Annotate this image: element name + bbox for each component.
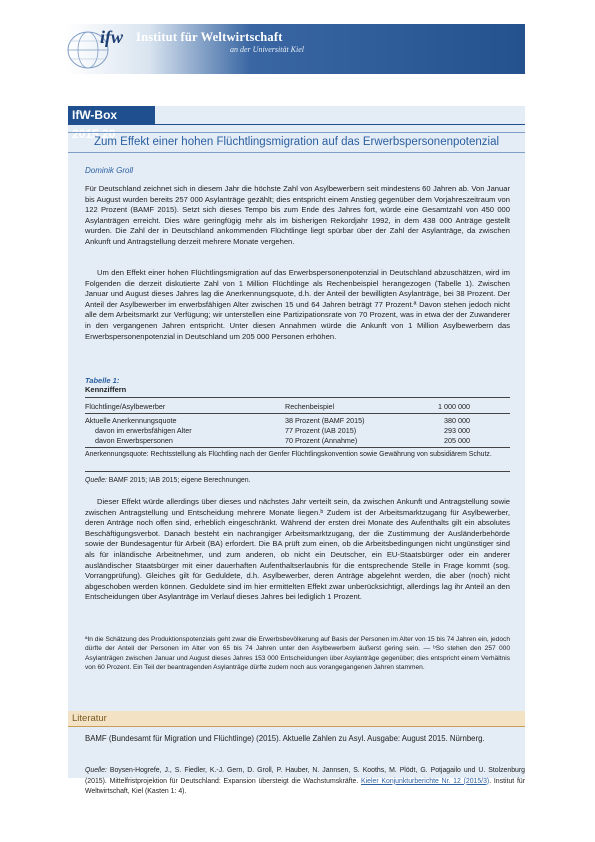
footnotes: ªIn die Schätzung des Produktionspotenzials geht zwar die Erwerbsbevölkerung auf Basis der Personen im Alter von 15 bis 74 Jahren ein, jedoch dürfte der Anteil der Personen im Alter von 65 bis 74 Jahren unter den Asylbewerbern äußerst gering sein. — ᵇSo stehen den 257 000 Asylanträgen zwischen Januar und August dieses Jahres 153 000 Entscheidungen über Asylanträge gegenüber; dies entspricht einem Verhältnis von 60 Prozent. Ein Teil der beantragenden Asylanträge dürfte zudem noch aus vorangegangenen Jahren stammen. [85, 636, 510, 672]
table-cell-basis: 70 Prozent (Annahme) [285, 436, 358, 445]
table-subtitle: Kennziffern [85, 385, 127, 394]
table-row [85, 435, 510, 446]
literature-source-text: Boysen-Hogrefe, J., S. Fiedler, K.-J. Gern, D. Groll, P. Hauber, N. Jannsen, S. Kooths, M. Plödt, G. Potjagailo und U. Stolzenburg (2015). Mittelfristprojektion für Deutschland: Expansion übersteigt die Wachstumskräfte. [85, 767, 525, 785]
table-source [85, 477, 251, 484]
table-cell-value: 205 000 [444, 436, 470, 445]
box-title: Zum Effekt einer hohen Flüchtlingsmigration auf das Erwerbspersonenpotenzial [68, 132, 525, 153]
literature-heading: Literatur [68, 711, 525, 726]
box-divider [155, 124, 525, 125]
literature-source-label: Quelle: [85, 767, 107, 774]
table-cell-basis: Rechenbeispiel [285, 402, 335, 411]
table-cell-label: davon im erwerbsfähigen Alter [95, 426, 192, 435]
table-cell-value: 380 000 [444, 416, 470, 425]
paragraph-intro: Für Deutschland zeichnet sich in diesem Jahr die höchste Zahl von Asylbewerbern seit mindestens 60 Jahren ab. Von Januar bis August wurden bereits 257 000 Asylanträge gezählt; dies entspricht einem Anstieg gegenüber dem Vorjahreszeitraum von 122 Prozent (BAMF 2015). Setzt sich dieses Tempo bis zum Ende des Jahres fort, würde eine Gesamtzahl von 450 000 Asylanträgen erreicht. Dies wäre geringfügig mehr als im bisherigen Rekordjahr 1992, in dem 438 000 Anträge gestellt wurden. Die Zahl der in Deutschland ankommenden Flüchtlinge liegt spürbar über der Zahl der Asylanträge, da zwischen Ankunft und Antragstellung derzeit mehrere Monate vergehen. [85, 184, 510, 246]
literature-divider [68, 726, 525, 727]
report-link[interactable]: Kieler Konjunkturberichte Nr. 12 (2015/3) [361, 777, 490, 785]
table-row [85, 401, 510, 412]
table-note: Anerkennungsquote: Rechtsstellung als Flüchtling nach der Genfer Flüchtlingskonvention sowie Gewährung von subsidiärem Schutz. [85, 451, 492, 458]
table-cell-value: 1 000 000 [438, 402, 470, 411]
author-name: Dominik Groll [85, 166, 134, 175]
table-cell-label: davon Erwerbspersonen [95, 436, 173, 445]
table-cell-label: Aktuelle Anerkennungsquote [85, 416, 177, 425]
table-cell-label: Flüchtlinge/Asylbewerber [85, 402, 166, 411]
table-cell-basis: 77 Prozent (IAB 2015) [285, 426, 357, 435]
table-cell-basis: 38 Prozent (BAMF 2015) [285, 416, 365, 425]
literature-entry: BAMF (Bundesamt für Migration und Flüchtlinge) (2015). Aktuelle Zahlen zu Asyl. Ausgabe: August 2015. Nürnberg. [85, 734, 485, 743]
paragraph-effect: Dieser Effekt würde allerdings über dieses und nächstes Jahr verteilt sein, da zwischen Ankunft und Antragstellung sowie zwischen Antragstellung und Entscheidung mehrere Monate liegen.ᵇ Zudem ist der Arbeitsmarktzugang für Asylbewerber, deren Anträge noch offen sind, erheblich eingeschränkt. Während der ersten drei Monate des Aufenthalts gilt ein absolutes Beschäftigungsverbot. Danach besteht ein nachrangiger Arbeitsmarktzugang, der die Zustimmung der Ausländerbehörde sowie der Bundesagentur für Arbeit (BA) erfordert. Die BA prüft zum einen, ob die Arbeitsbedingungen nicht ungünstiger sind als für inländische Arbeitnehmer, und zum anderen, ob nicht ein Deutscher, ein EU-Staatsbürger oder ein anderer ausländischer Staatsbürger mit einer dauerhaften Aufenthaltserlaubnis für die entsprechende Stelle in Frage kommt (sog. Vorrangprüfung). Gleiches gilt für Geduldete, d.h. Asylbewerber, deren Anträge abgelehnt werden, die aber (noch) nicht abgeschoben werden können. Geduldete sind im hier ermittelten Effekt zwar unberücksichtigt, allerdings lag ihr Anteil an den Entscheidungen über Asylanträge im Verlauf dieses Jahres bei lediglich 1 Prozent. [85, 497, 510, 602]
literature-source [85, 766, 525, 798]
institute-subtitle: an der Universität Kiel [230, 45, 304, 54]
table-source-label: Quelle: [85, 477, 107, 484]
box-label: IfW-Box 2015.20 [68, 106, 155, 125]
logo-wordmark: ifw [100, 27, 124, 47]
table-rule-top [85, 397, 510, 398]
table-rule-header [85, 413, 510, 414]
table-rule-bottom [85, 447, 510, 448]
table-title: Tabelle 1: [85, 376, 120, 385]
paragraph-method: Um den Effekt einer hohen Flüchtlingsmigration auf das Erwerbspersonenpotenzial in Deutschland abzuschätzen, wird im Folgenden die derzeit diskutierte Zahl von 1 Million Flüchtlinge als Rechenbeispiel herangezogen (Tabelle 1). Zwischen Januar und August dieses Jahres lag die Anerkennungsquote, d.h. der Anteil der bewilligten Asylanträge, bei 38 Prozent. Der Anteil der Asylbewerber im erwerbsfähigen Alter zwischen 15 und 64 Jahren beträgt 77 Prozent.ª Davon stehen jedoch nicht alle dem Arbeitsmarkt zur Verfügung; wir unterstellen eine Partizipationsrate von 70 Prozent, was in etwa der der Zuwanderer in den vergangenen Jahren entspricht. Unter diesen Annahmen würde die Ankunft von 1 Million Asylbewerbern das Erwerbspersonenpotenzial in Deutschland um 205 000 Personen erhöhen. [85, 268, 510, 341]
literature-source-tail: . Institut für Weltwirtschaft, Kiel (Kasten 1: 4). [85, 777, 525, 795]
institute-name: Institut für Weltwirtschaft [136, 30, 283, 44]
table-source-text: BAMF 2015; IAB 2015; eigene Berechnungen. [108, 477, 251, 484]
table-rule-note [85, 471, 510, 472]
table-cell-value: 293 000 [444, 426, 470, 435]
